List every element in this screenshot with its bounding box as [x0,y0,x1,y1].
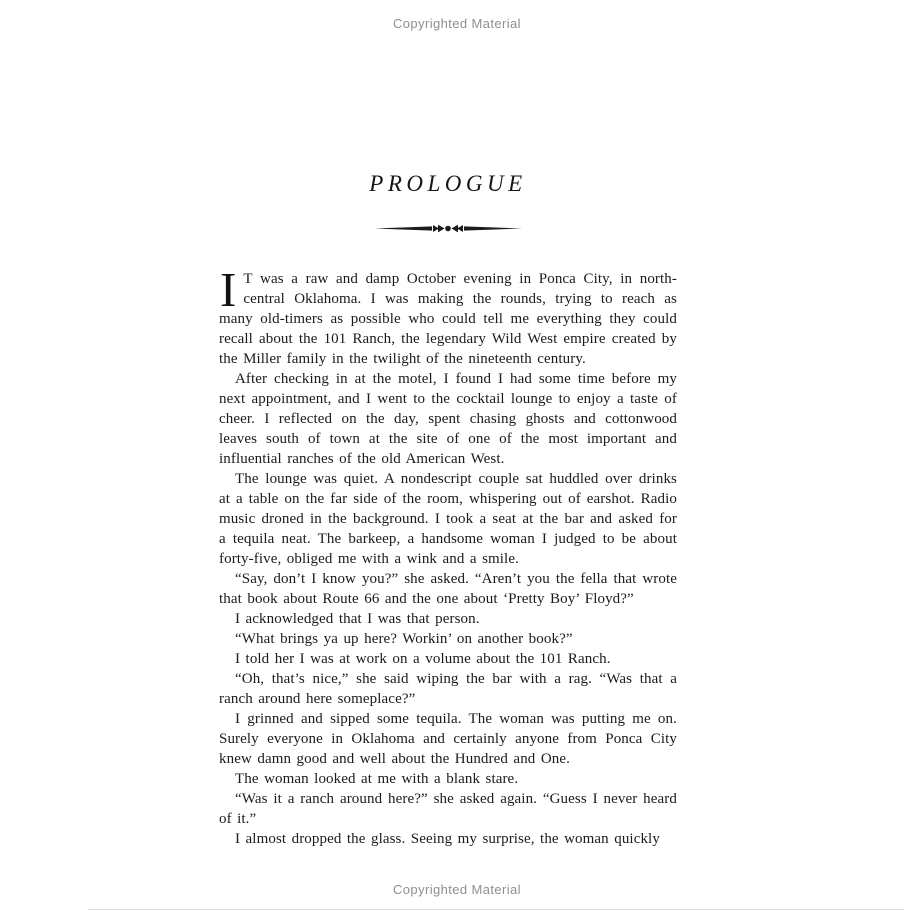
paragraph: I told her I was at work on a volume about the 101 Ranch. [235,651,611,667]
paragraph: “Say, don’t I know you?” she asked. “Aren’t you the fella that wrote that book about Route 66 and the one about ‘Pretty Boy’ Floyd?” [219,571,677,607]
body-text [219,262,677,849]
copyright-watermark-bottom: Copyrighted Material [393,882,521,897]
text-column [219,0,677,914]
paragraph: I acknowledged that I was that person. [235,611,480,627]
tapered-rule-center-dot-ornament-icon [374,222,522,235]
copyright-watermark-top: Copyrighted Material [393,16,521,31]
chapter-title: PROLOGUE [369,171,527,196]
paragraph-text: T was a raw and damp October evening in Ponca City, in north-central Oklahoma. I was making the rounds, trying to reach as many old-timers as possible who could tell me everything they could recall about the 101 Ranch, the legendary Wild West empire created by the Miller family in the twilight of the nineteenth century. [219,271,677,367]
paragraph: I almost dropped the glass. Seeing my surprise, the woman quickly [235,831,660,847]
paragraph: “What brings ya up here? Workin’ on another book?” [235,631,573,647]
paragraph: “Was it a ranch around here?” she asked again. “Guess I never heard of it.” [219,791,677,827]
page-edge-line [88,909,904,910]
paragraph-opening [219,262,677,369]
paragraph: I grinned and sipped some tequila. The woman was putting me on. Surely everyone in Oklahoma and certainly anyone from Ponca City knew damn good and well about the Hundred and One. [219,711,677,767]
paragraph: After checking in at the motel, I found I had some time before my next appointment, and I went to the cocktail lounge to enjoy a taste of cheer. I reflected on the day, spent chasing ghosts and cottonwood leaves south of town at the site of one of the most important and influential ranches of the old American West. [219,371,677,467]
drop-cap: I [220,262,237,317]
paragraph: “Oh, that’s nice,” she said wiping the bar with a rag. “Was that a ranch around here someplace?” [219,671,677,707]
paragraph: The lounge was quiet. A nondescript couple sat huddled over drinks at a table on the far side of the room, whispering out of earshot. Radio music droned in the background. I took a seat at the bar and asked for a tequila neat. The barkeep, a handsome woman I judged to be about forty-five, obliged me with a wink and a smile. [219,471,677,567]
divider-ornament [219,222,677,235]
paragraph: The woman looked at me with a blank stare. [235,771,519,787]
